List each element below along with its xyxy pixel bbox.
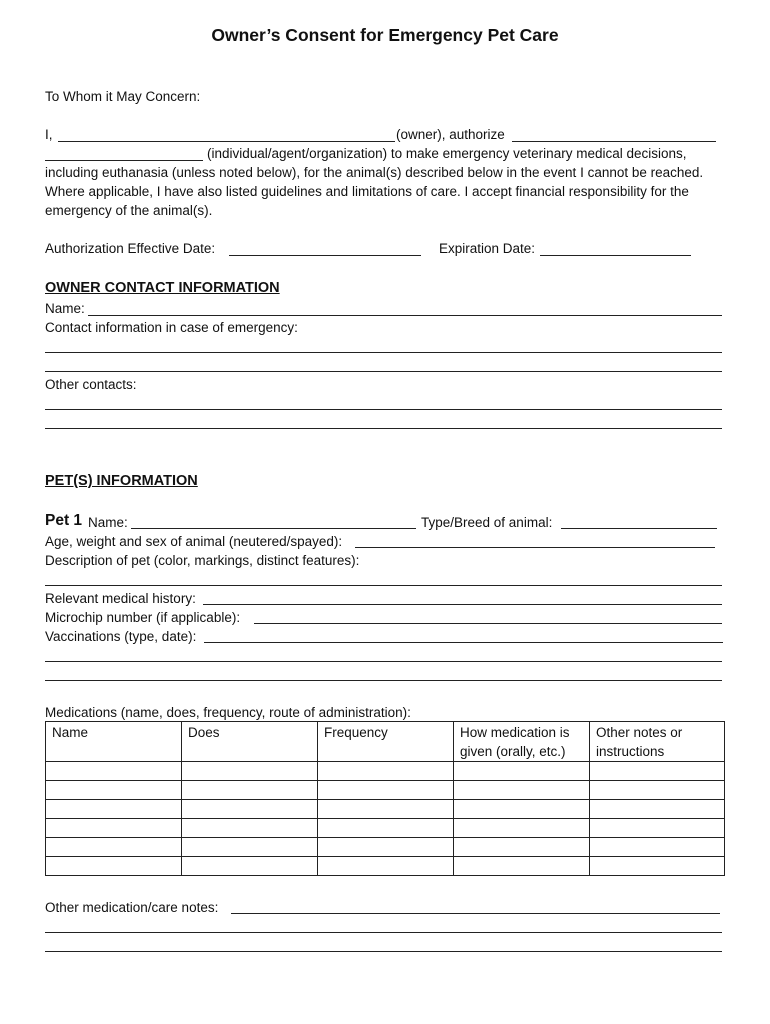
table-row (46, 838, 725, 857)
pet-age-line[interactable] (355, 547, 715, 548)
vaccinations-line[interactable] (204, 642, 723, 643)
pet-description-line[interactable] (45, 585, 722, 586)
table-cell[interactable] (454, 857, 590, 876)
pet1-label: Pet 1 (45, 512, 83, 529)
microchip-line[interactable] (254, 623, 722, 624)
table-cell[interactable] (46, 762, 182, 781)
table-cell[interactable] (182, 762, 318, 781)
consent-line-2: including euthanasia (unless noted below), for the animal(s) described below in the event I cannot be reached. (45, 165, 704, 180)
pet-breed-line[interactable] (561, 528, 717, 529)
table-cell[interactable] (454, 781, 590, 800)
consent-owner-label: (owner), authorize (396, 127, 505, 142)
other-contacts-label: Other contacts: (45, 377, 137, 392)
other-notes-line-3[interactable] (45, 951, 722, 952)
table-cell[interactable] (318, 857, 454, 876)
table-row (46, 762, 725, 781)
pet-name-line[interactable] (131, 528, 416, 529)
table-cell[interactable] (46, 819, 182, 838)
emergency-contact-label: Contact information in case of emergency: (45, 320, 298, 335)
table-cell[interactable] (318, 781, 454, 800)
table-cell[interactable] (590, 781, 725, 800)
medical-history-line[interactable] (203, 604, 722, 605)
other-notes-label: Other medication/care notes: (45, 900, 219, 915)
emergency-contact-line-1[interactable] (45, 352, 722, 353)
vaccinations-label: Vaccinations (type, date): (45, 629, 197, 644)
table-cell[interactable] (182, 781, 318, 800)
expiration-date-label: Expiration Date: (439, 241, 536, 256)
pet-age-label: Age, weight and sex of animal (neutered/spayed): (45, 534, 343, 549)
table-cell[interactable] (318, 762, 454, 781)
other-contacts-line-2[interactable] (45, 428, 722, 429)
med-header-frequency: Frequency (318, 722, 454, 762)
effective-date-line[interactable] (229, 255, 421, 256)
page-title: Owner’s Consent for Emergency Pet Care (211, 25, 559, 45)
owner-name-label: Name: (45, 301, 85, 316)
table-cell[interactable] (46, 857, 182, 876)
effective-date-label: Authorization Effective Date: (45, 241, 216, 256)
microchip-label: Microchip number (if applicable): (45, 610, 241, 625)
table-cell[interactable] (182, 857, 318, 876)
table-row (46, 819, 725, 838)
table-cell[interactable] (590, 762, 725, 781)
table-row (46, 800, 725, 819)
pet-breed-label: Type/Breed of animal: (421, 515, 553, 530)
table-cell[interactable] (318, 819, 454, 838)
consent-line-3: Where applicable, I have also listed guidelines and limitations of care. I accept financial responsibility for the (45, 184, 689, 199)
med-header-route: How medication is given (orally, etc.) (454, 722, 590, 762)
table-cell[interactable] (318, 800, 454, 819)
medications-header-row (46, 722, 725, 762)
owner-contact-heading: OWNER CONTACT INFORMATION (45, 280, 280, 296)
table-row (46, 781, 725, 800)
table-cell[interactable] (46, 800, 182, 819)
table-cell[interactable] (454, 838, 590, 857)
authorized-party-line[interactable] (512, 141, 716, 142)
pet-description-label: Description of pet (color, markings, distinct features): (45, 553, 360, 568)
authorized-party-line-2[interactable] (45, 160, 203, 161)
medications-table (45, 721, 725, 876)
table-cell[interactable] (454, 762, 590, 781)
expiration-date-line[interactable] (540, 255, 691, 256)
med-header-name: Name (46, 722, 182, 762)
vaccinations-line-3[interactable] (45, 680, 722, 681)
pet-name-label: Name: (88, 515, 128, 530)
table-cell[interactable] (182, 838, 318, 857)
table-cell[interactable] (590, 857, 725, 876)
table-cell[interactable] (590, 800, 725, 819)
vaccinations-line-2[interactable] (45, 661, 722, 662)
emergency-contact-line-2[interactable] (45, 371, 722, 372)
consent-agent-label: (individual/agent/organization) to make emergency veterinary medical decisions, (207, 146, 687, 161)
table-cell[interactable] (46, 781, 182, 800)
medical-history-label: Relevant medical history: (45, 591, 196, 606)
table-cell[interactable] (590, 838, 725, 857)
med-header-dose: Does (182, 722, 318, 762)
medications-label: Medications (name, does, frequency, route of administration): (45, 705, 411, 720)
table-cell[interactable] (182, 819, 318, 838)
table-cell[interactable] (454, 800, 590, 819)
table-cell[interactable] (318, 838, 454, 857)
pets-heading: PET(S) INFORMATION (45, 473, 198, 489)
salutation: To Whom it May Concern: (45, 89, 201, 104)
table-cell[interactable] (590, 819, 725, 838)
table-cell[interactable] (454, 819, 590, 838)
other-notes-line-2[interactable] (45, 932, 722, 933)
med-header-notes: Other notes or instructions (590, 722, 725, 762)
table-row (46, 857, 725, 876)
owner-contact-name-line[interactable] (88, 315, 722, 316)
consent-line-4: emergency of the animal(s). (45, 203, 213, 218)
table-cell[interactable] (182, 800, 318, 819)
consent-i-label: I, (45, 127, 53, 142)
owner-name-line[interactable] (58, 141, 395, 142)
other-contacts-line-1[interactable] (45, 409, 722, 410)
other-notes-line-1[interactable] (231, 913, 720, 914)
table-cell[interactable] (46, 838, 182, 857)
